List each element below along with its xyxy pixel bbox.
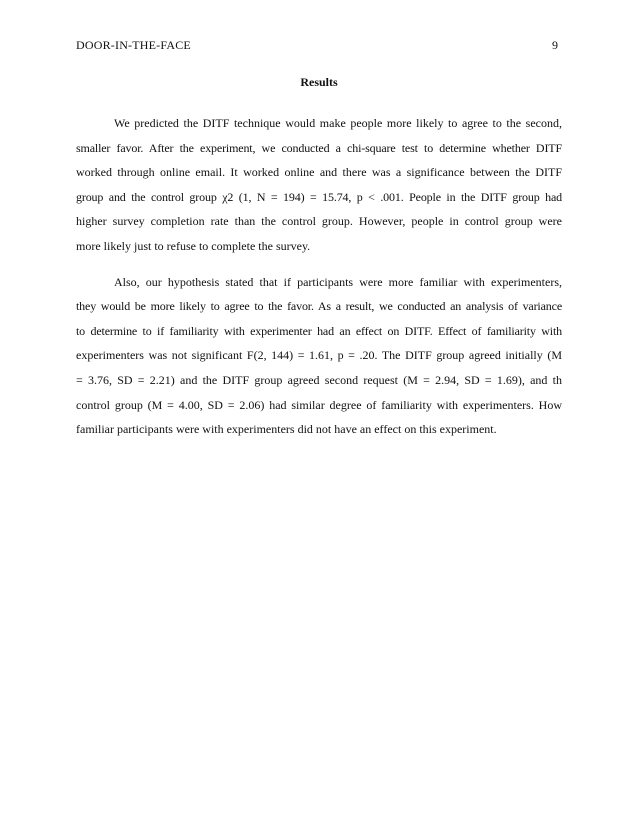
- page-number: 9: [552, 38, 558, 52]
- body-text: [76, 111, 562, 442]
- running-head: DOOR-IN-THE-FACE: [76, 38, 191, 52]
- text-line: higher survey completion rate than the control group. However, people in control group were: [76, 214, 562, 229]
- text-line: We predicted the DITF technique would make people more likely to agree to the second,: [114, 116, 562, 130]
- text-line: group and the control group χ2 (1, N = 194) = 15.74, p < .001. People in the DITF group had: [76, 189, 562, 204]
- text-line: they would be more likely to agree to the favor. As a result, we conducted an analysis of variance: [76, 299, 562, 314]
- text-line: to determine to if familiarity with experimenter had an effect on DITF. Effect of familiarity with: [76, 323, 562, 338]
- text-line: more likely just to refuse to complete the survey.: [76, 238, 311, 253]
- text-line: worked through online email. It worked online and there was a significance between the DITF: [76, 165, 562, 180]
- text-line: experimenters was not significant F(2, 144) = 1.61, p = .20. The DITF group agreed initially (M: [76, 348, 562, 363]
- paragraph-1: [76, 111, 562, 259]
- text-line: = 3.76, SD = 2.21) and the DITF group agreed second request (M = 2.94, SD = 1.69), and th: [76, 372, 562, 387]
- text-line: control group (M = 4.00, SD = 2.06) had similar degree of familiarity with experimenters. How: [76, 397, 562, 412]
- text-line: familiar participants were with experimenters did not have an effect on this experiment.: [76, 422, 497, 437]
- text-line: smaller favor. After the experiment, we conducted a chi-square test to determine whether DITF: [76, 140, 562, 155]
- text-line: Also, our hypothesis stated that if participants were more familiar with experimenters,: [114, 274, 562, 289]
- paragraph-2: [76, 270, 562, 442]
- section-title: Results: [300, 75, 338, 89]
